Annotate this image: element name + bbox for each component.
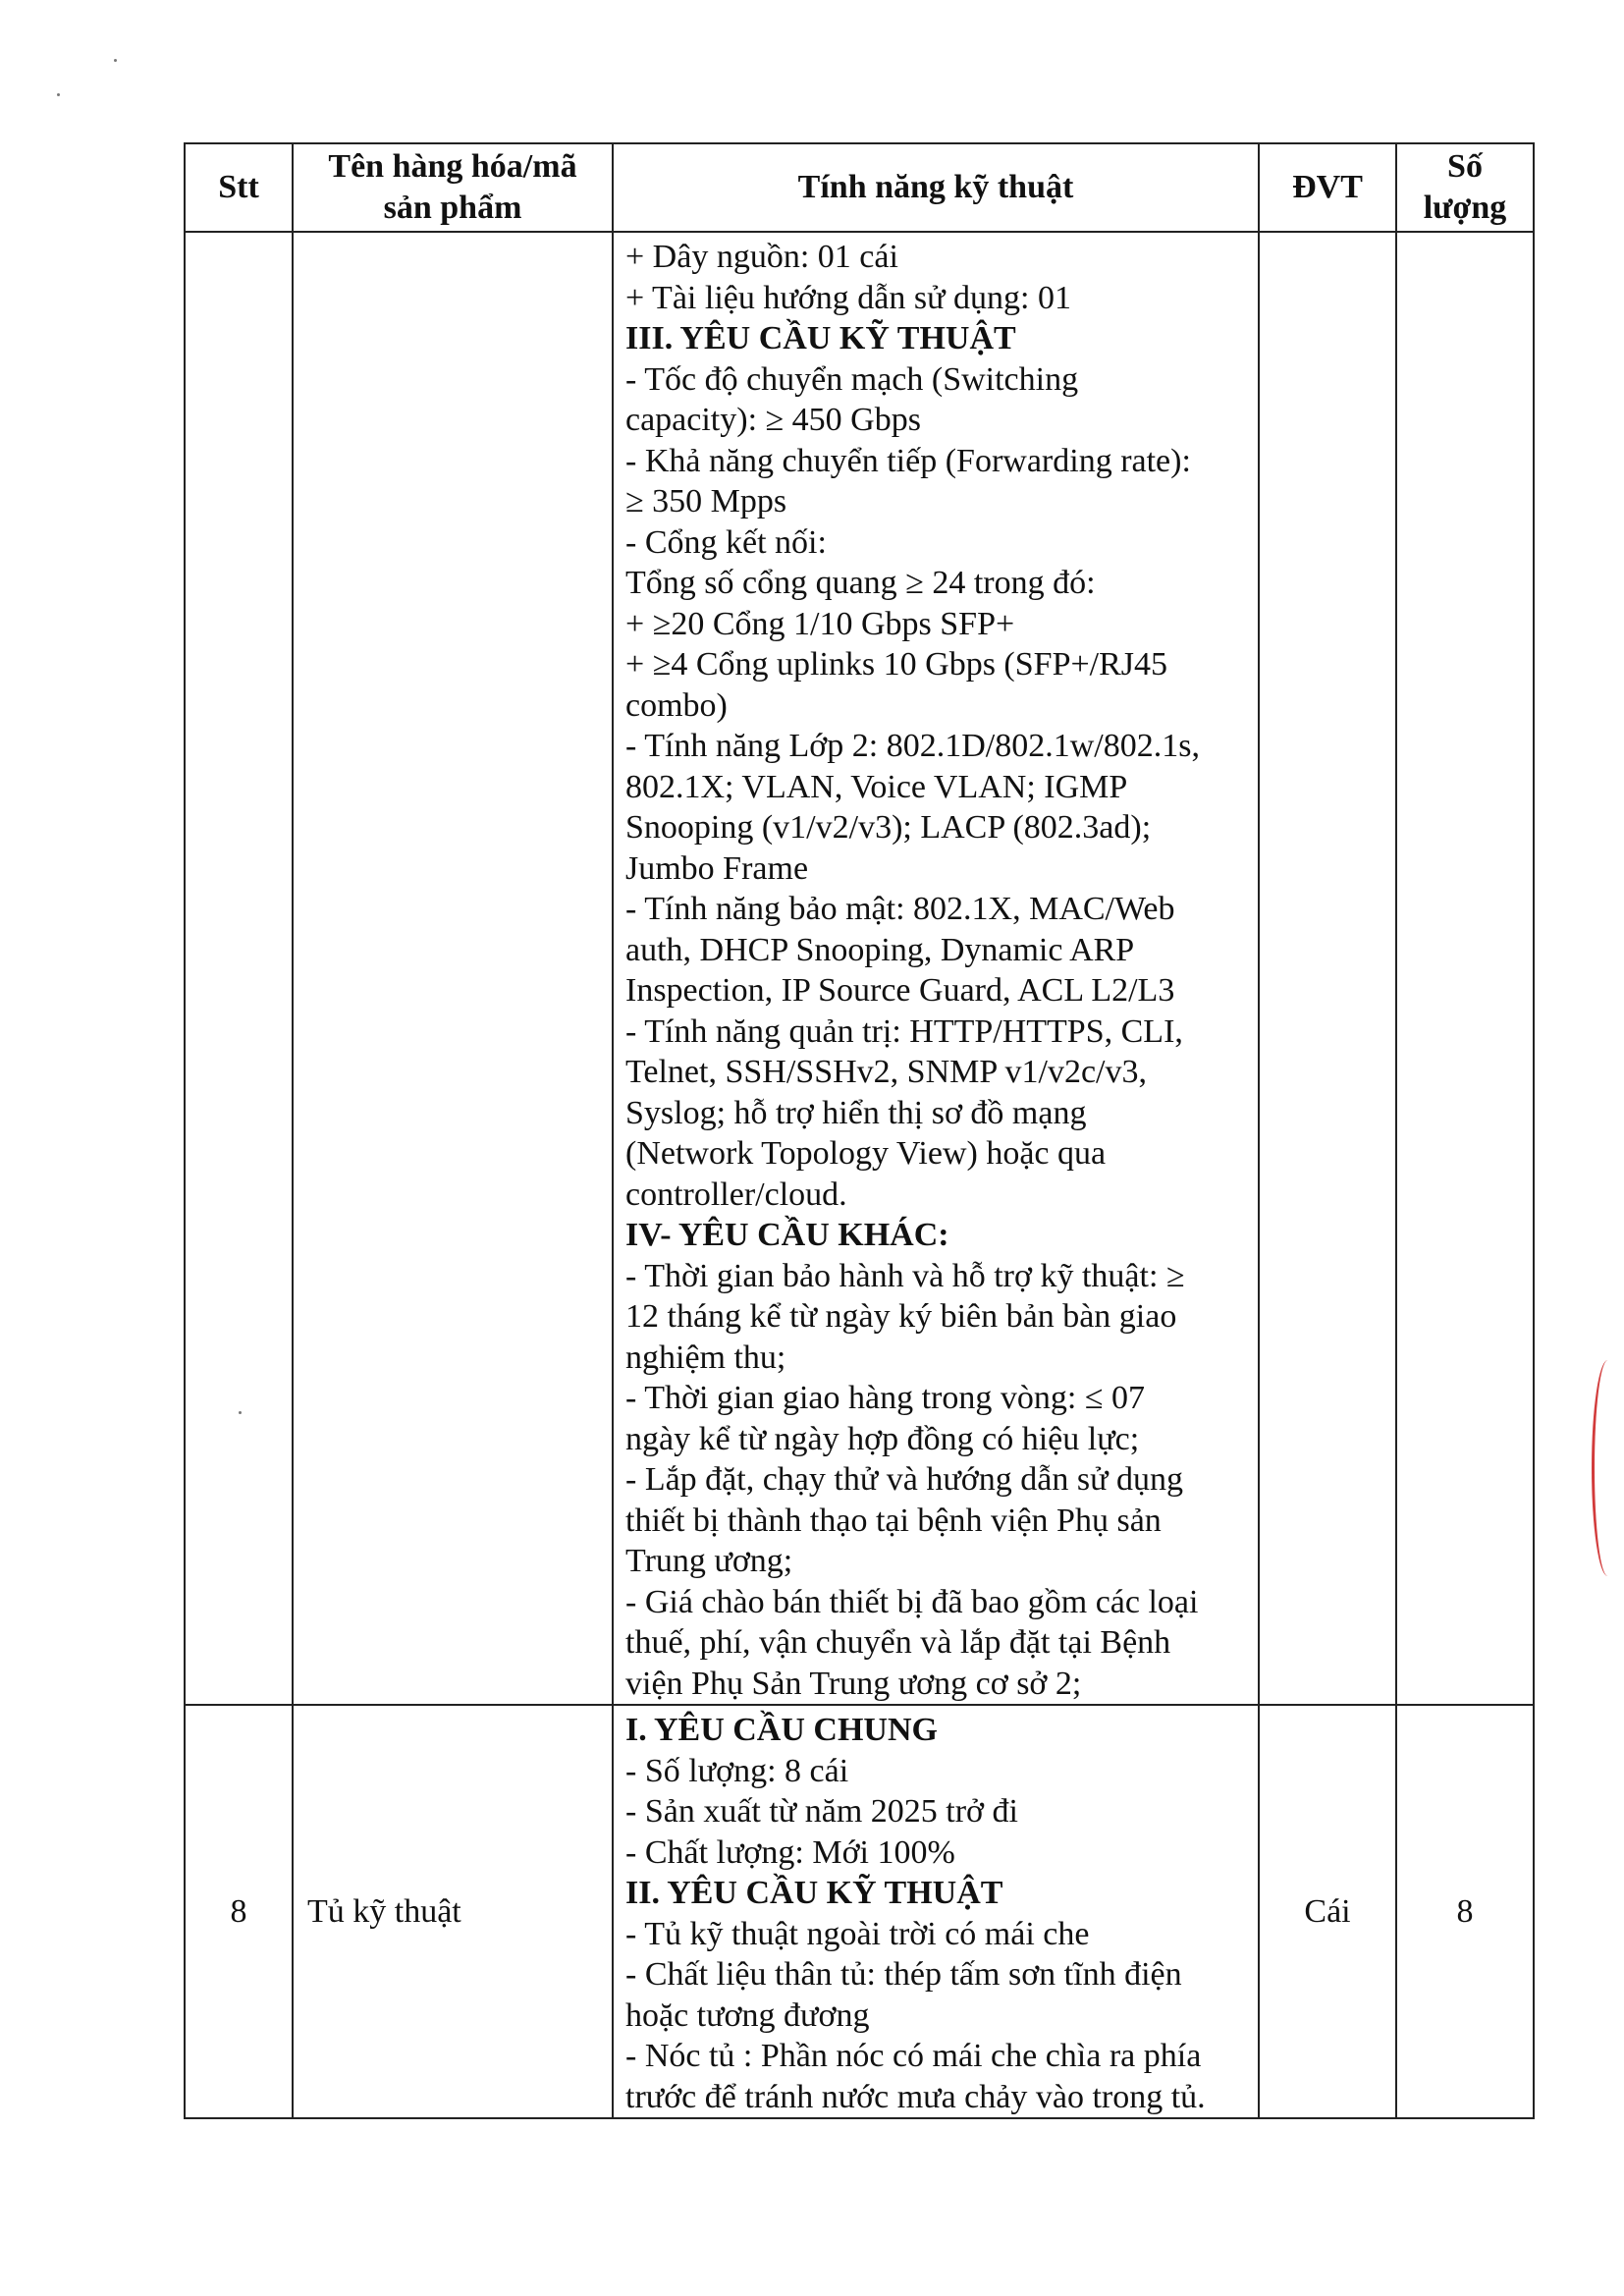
section-heading: III. YÊU CẦU KỸ THUẬT [625,320,1016,356]
stamp-edge-mark [1592,1360,1624,1576]
spec-line: hoặc tương đương [625,1996,870,2034]
spec-line: - Chất liệu thân tủ: thép tấm sơn tĩnh điện [625,1956,1182,1993]
spec-line: (Network Topology View) hoặc qua [625,1135,1107,1172]
row1-qty [1396,232,1534,1705]
row2-stt: 8 [185,1705,293,2118]
spec-line: - Tủ kỹ thuật ngoài trời có mái che [625,1915,1090,1952]
header-stt: Stt [185,143,293,232]
table-row [185,1705,1534,2118]
header-product-name [293,143,613,232]
scan-speck [114,59,117,62]
row2-qty: 8 [1396,1705,1534,2118]
scan-speck [57,93,60,96]
spec-line: - Sản xuất từ năm 2025 trở đi [625,1793,1018,1830]
header-quantity [1396,143,1534,232]
spec-line: - Lắp đặt, chạy thử và hướng dẫn sử dụng [625,1461,1184,1498]
spec-line: + ≥20 Cổng 1/10 Gbps SFP+ [625,605,1015,642]
spec-line: Syslog; hỗ trợ hiển thị sơ đồ mạng [625,1094,1087,1131]
spec-line: + Dây nguồn: 01 cái [625,239,898,275]
spec-line: - Khả năng chuyển tiếp (Forwarding rate): [625,442,1191,479]
row2-unit: Cái [1259,1705,1396,2118]
spec-line: - Thời gian bảo hành và hỗ trợ kỹ thuật: ≥ [625,1257,1185,1294]
header-quantity-label: Số lượng [1423,148,1507,226]
spec-line: - Tốc độ chuyển mạch (Switching [625,360,1079,398]
spec-line: - Nóc tủ : Phần nóc có mái che chìa ra phía [625,2038,1202,2074]
spec-line: - Tính năng bảo mật: 802.1X, MAC/Web [625,891,1175,927]
section-heading: II. YÊU CẦU KỸ THUẬT [625,1875,1003,1911]
spec-line: ≥ 350 Mpps [625,483,787,519]
spec-line: Tổng số cổng quang ≥ 24 trong đó: [625,565,1096,601]
spec-line: Snooping (v1/v2/v3); LACP (802.3ad); [625,809,1152,846]
header-product-name-label: Tên hàng hóa/mã sản phẩm [328,148,577,226]
spec-line: thiết bị thành thạo tại bệnh viện Phụ sản [625,1502,1162,1539]
spec-line: nghiệm thu; [625,1339,786,1376]
spec-line: - Chất lượng: Mới 100% [625,1833,955,1871]
spec-line: thuế, phí, vận chuyển và lắp đặt tại Bệnh [625,1624,1171,1661]
row1-name [293,232,613,1705]
row2-name: Tủ kỹ thuật [293,1705,613,2118]
spec-line: - Số lượng: 8 cái [625,1752,849,1789]
spec-line: + Tài liệu hướng dẫn sử dụng: 01 [625,279,1071,316]
spec-line: + ≥4 Cổng uplinks 10 Gbps (SFP+/RJ45 [625,646,1168,683]
header-row [185,143,1534,232]
spec-line: combo) [625,686,728,724]
spec-line: Telnet, SSH/SSHv2, SNMP v1/v2c/v3, [625,1054,1147,1090]
spec-line: - Thời gian giao hàng trong vòng: ≤ 07 [625,1380,1145,1416]
header-technical-features: Tính năng kỹ thuật [613,143,1259,232]
spec-line: capacity): ≥ 450 Gbps [625,402,921,438]
header-unit: ĐVT [1259,143,1396,232]
table-row [185,232,1534,1705]
spec-line: - Tính năng Lớp 2: 802.1D/802.1w/802.1s, [625,728,1200,764]
spec-line: viện Phụ Sản Trung ương cơ sở 2; [625,1665,1082,1702]
spec-line: trước để tránh nước mưa chảy vào trong tủ. [625,2078,1206,2115]
spec-line: - Cổng kết nối: [625,523,827,561]
spec-line: 12 tháng kể từ ngày ký biên bản bàn giao [625,1298,1177,1335]
spec-line: - Giá chào bán thiết bị đã bao gồm các loại [625,1583,1199,1620]
spec-line: controller/cloud. [625,1175,847,1213]
row1-spec-cell [613,232,1259,1705]
row1-unit [1259,232,1396,1705]
row1-stt [185,232,293,1705]
spec-line: - Tính năng quản trị: HTTP/HTTPS, CLI, [625,1012,1183,1050]
spec-line: Jumbo Frame [625,849,809,887]
spec-line: auth, DHCP Snooping, Dynamic ARP [625,931,1135,968]
section-heading: I. YÊU CẦU CHUNG [625,1712,938,1748]
spec-line: 802.1X; VLAN, Voice VLAN; IGMP [625,768,1128,805]
spec-line: Inspection, IP Source Guard, ACL L2/L3 [625,972,1175,1009]
spec-line: ngày kể từ ngày hợp đồng có hiệu lực; [625,1420,1140,1457]
row2-spec-cell [613,1705,1259,2118]
section-heading: IV- YÊU CẦU KHÁC: [625,1217,949,1253]
spec-line: Trung ương; [625,1543,793,1579]
specification-table [184,142,1535,2119]
